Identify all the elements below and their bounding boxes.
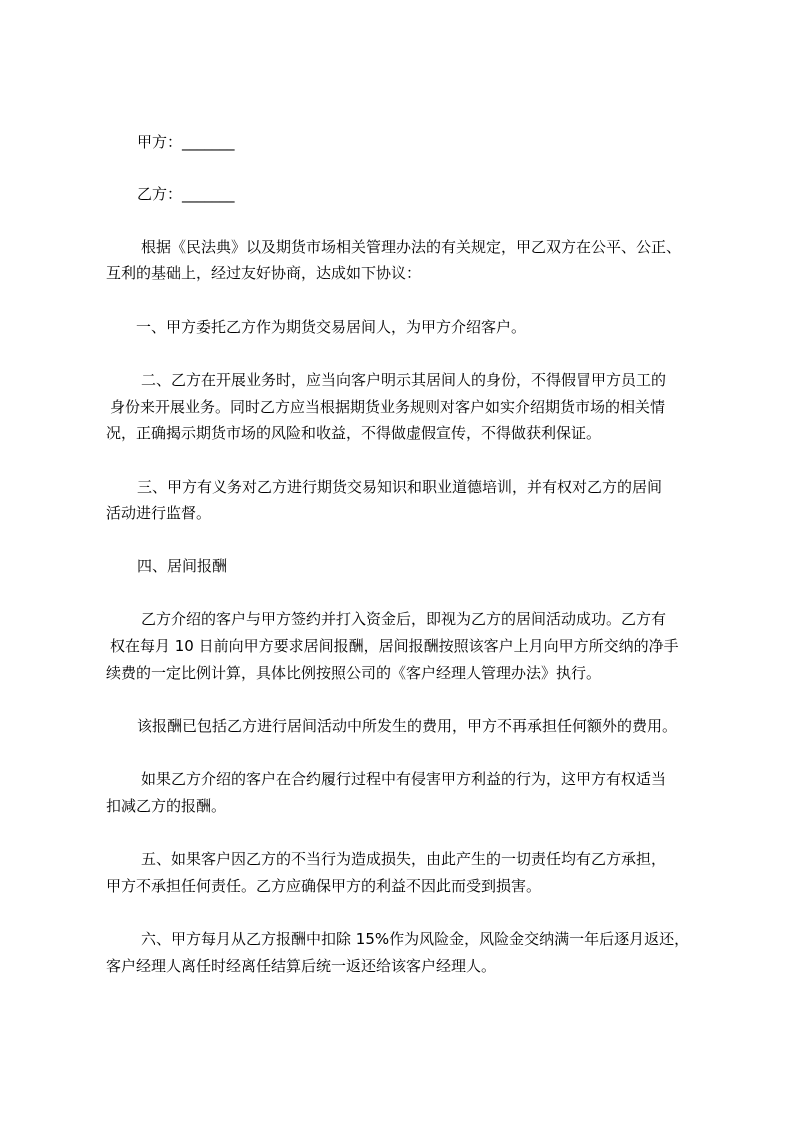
party-b-line: 乙方：_______ — [137, 185, 235, 203]
clause-4-title: 四、居间报酬 — [137, 557, 228, 575]
party-a-line: 甲方：_______ — [137, 133, 235, 151]
clause-2-line-1: 二、乙方在开展业务时，应当向客户明示其居间人的身份，不得假冒甲方员工的 — [141, 371, 667, 389]
clause-4-p2: 该报酬已包括乙方进行居间活动中所发生的费用，甲方不再承担任何额外的费用。 — [137, 717, 678, 735]
clause-5-line-1: 五、如果客户因乙方的不当行为造成损失，由此产生的一切责任均有乙方承担， — [141, 850, 667, 868]
clause-6-line-1: 六、甲方每月从乙方报酬中扣除 15%作为风险金，风险金交纳满一年后逐月返还， — [141, 930, 690, 948]
intro-line-2: 互利的基础上，经过友好协商，达成如下协议： — [106, 264, 422, 282]
clause-5-line-2: 甲方不承担任何责任。乙方应确保甲方的利益不因此而受到损害。 — [106, 877, 542, 895]
clause-4-p1-line-1: 乙方介绍的客户与甲方签约并打入资金后，即视为乙方的居间活动成功。乙方有 — [141, 610, 667, 628]
clause-4-p3-line-2: 扣减乙方的报酬。 — [106, 797, 227, 815]
intro-line-1: 根据《民法典》以及期货市场相关管理办法的有关规定，甲乙双方在公平、公正、 — [141, 238, 682, 256]
clause-1: 一、甲方委托乙方作为期货交易居间人，为甲方介绍客户。 — [136, 318, 527, 336]
clause-2-line-2: 身份来开展业务。同时乙方应当根据期货业务规则对客户如实介绍期货市场的相关情 — [110, 398, 666, 416]
clause-2-line-3: 况，正确揭示期货市场的风险和收益，不得做虚假宣传，不得做获利保证。 — [106, 424, 602, 442]
clause-6-line-2: 客户经理人离任时经离任结算后统一返还给该客户经理人。 — [106, 957, 497, 975]
clause-4-p1-line-3: 续费的一定比例计算，具体比例按照公司的《客户经理人管理办法》执行。 — [106, 664, 602, 682]
clause-4-p3-line-1: 如果乙方介绍的客户在合约履行过程中有侵害甲方利益的行为，这甲方有权适当 — [141, 770, 667, 788]
clause-3-line-1: 三、甲方有义务对乙方进行期货交易知识和职业道德培训，并有权对乙方的居间 — [137, 478, 663, 496]
clause-3-line-2: 活动进行监督。 — [106, 504, 212, 522]
clause-4-p1-line-2: 权在每月 10 日前向甲方要求居间报酬，居间报酬按照该客户上月向甲方所交纳的净手 — [110, 637, 679, 655]
